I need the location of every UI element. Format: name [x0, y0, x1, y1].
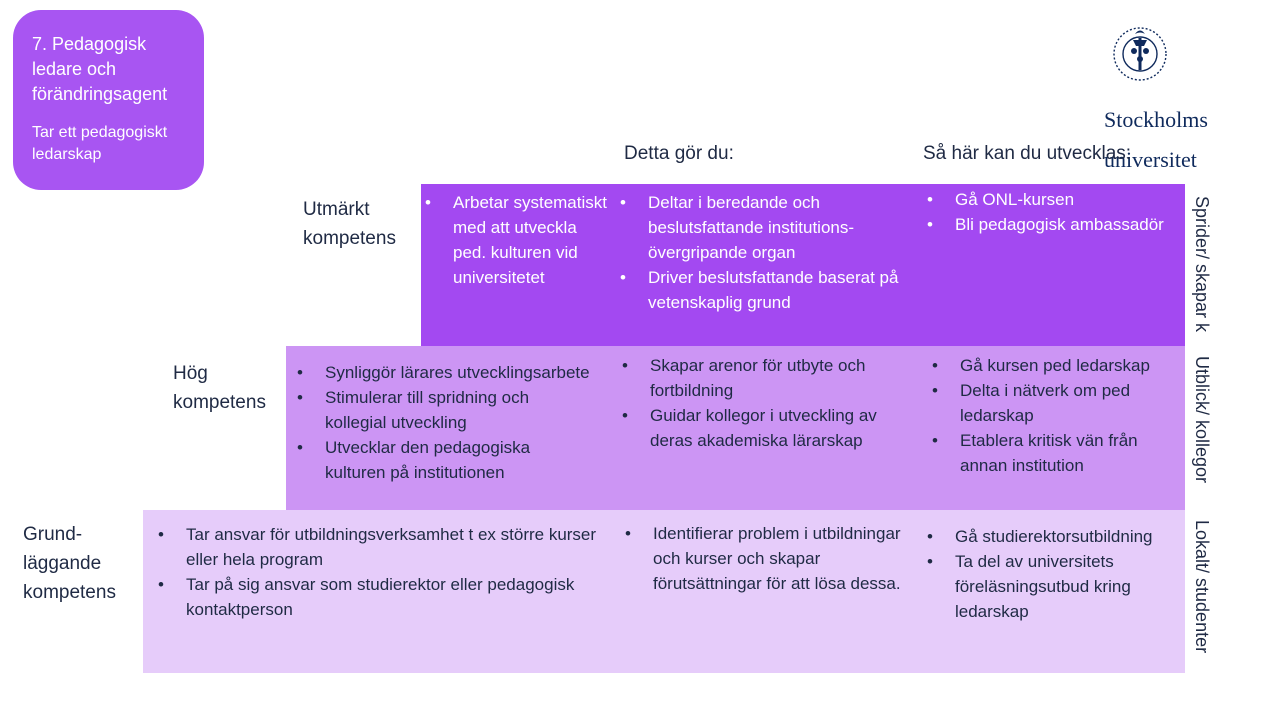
- logo-wordmark: Stockholms universitet: [1104, 107, 1208, 172]
- list-item: • Arbetar systematiskt med att utveckla ped. kulturen vid universitetet: [423, 190, 607, 290]
- list-item: • Gå ONL-kursen: [925, 187, 1165, 212]
- list-item: • Tar på sig ansvar som studierektor eller pedagogisk kontaktperson: [156, 572, 606, 622]
- grundlaggande-develop-list: [925, 524, 1183, 624]
- level-label-hog: Hög kompetens: [173, 363, 266, 413]
- list-item: • Ta del av universitets föreläsningsutbud kring ledarskap: [925, 549, 1183, 624]
- list-item: • Etablera kritisk vän från annan institution: [930, 428, 1170, 478]
- list-item: • Bli pedagogisk ambassadör: [925, 212, 1165, 237]
- utmarkt-competence-list: [423, 190, 607, 290]
- list-item: • Stimulerar till spridning och kollegial utveckling: [295, 385, 595, 435]
- column-header-does: Detta gör du:: [624, 143, 734, 164]
- hog-develop-list: [930, 353, 1170, 478]
- list-item: • Deltar i beredande och beslutsfattande institutions-övergripande organ: [618, 190, 918, 265]
- hog-does-list: [620, 353, 920, 453]
- level-label-utmarkt: Utmärkt kompetens: [303, 199, 396, 249]
- grundlaggande-does-list: [623, 521, 903, 596]
- university-seal-icon: [1102, 24, 1178, 88]
- hog-competence-list: [295, 360, 595, 485]
- grundlaggande-competence-list: [156, 522, 606, 622]
- list-item: • Gå studierektorsutbildning: [925, 524, 1183, 549]
- topic-badge: [13, 10, 204, 190]
- list-item: • Guidar kollegor i utveckling av deras akademiska lärarskap: [620, 403, 920, 453]
- utmarkt-develop-list: [925, 187, 1165, 237]
- side-label-utblick: Utblick/ kollegor: [1192, 356, 1212, 484]
- level-label-grundlaggande: Grund- läggande kompetens: [23, 524, 116, 603]
- list-item: • Driver beslutsfattande baserat på vetenskaplig grund: [618, 265, 918, 315]
- badge-title: 7. Pedagogisk ledare och förändringsagent: [32, 34, 168, 104]
- list-item: • Identifierar problem i utbildningar och kurser och skapar förutsättningar för att lösa dessa.: [623, 521, 903, 596]
- list-item: • Delta i nätverk om ped ledarskap: [930, 378, 1170, 428]
- side-label-sprider: Sprider/ skapar k: [1192, 196, 1212, 333]
- list-item: • Tar ansvar för utbildningsverksamhet t ex större kurser eller hela program: [156, 522, 606, 572]
- stockholm-university-logo: [1098, 24, 1238, 172]
- list-item: • Gå kursen ped ledarskap: [930, 353, 1170, 378]
- list-item: • Utvecklar den pedagogiska kulturen på institutionen: [295, 435, 595, 485]
- side-label-lokalt: Lokalt/ studenter: [1192, 520, 1212, 654]
- list-item: • Synliggör lärares utvecklingsarbete: [295, 360, 595, 385]
- column-header-develop: Så här kan du utvecklas:: [923, 143, 1132, 164]
- list-item: • Skapar arenor för utbyte och fortbildning: [620, 353, 920, 403]
- badge-subtitle: Tar ett pedagogiskt ledarskap: [32, 124, 168, 163]
- utmarkt-does-list: [618, 190, 918, 315]
